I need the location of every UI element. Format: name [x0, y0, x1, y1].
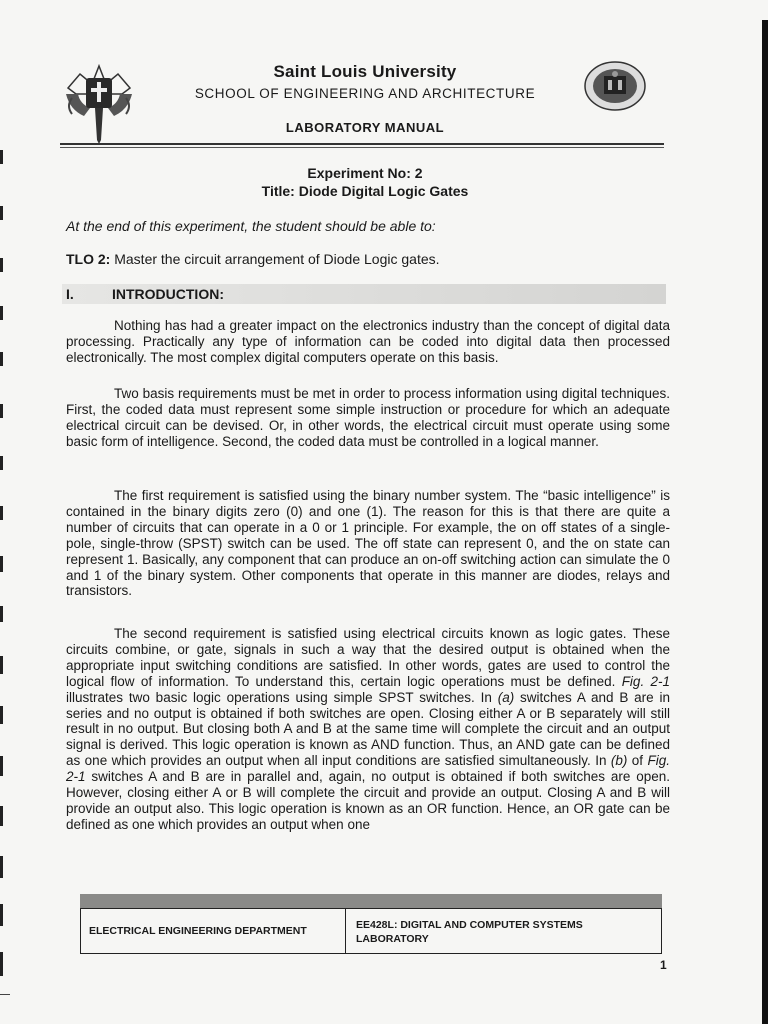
footer-table: [80, 908, 662, 954]
figure-reference: Fig. 2-1: [621, 673, 670, 689]
header-divider: [60, 143, 664, 145]
learning-outcome: [66, 251, 440, 267]
tlo-label: TLO 2:: [66, 251, 111, 267]
footer-bar: [80, 894, 662, 908]
document-type: LABORATORY MANUAL: [285, 120, 445, 135]
objectives-intro: At the end of this experiment, the student should be able to:: [66, 218, 436, 234]
footer-department: ELECTRICAL ENGINEERING DEPARTMENT: [81, 909, 346, 953]
footer-course-line2: LABORATORY: [356, 933, 429, 945]
page-number: 1: [660, 958, 667, 972]
school-name: SCHOOL OF ENGINEERING AND ARCHITECTURE: [194, 86, 536, 101]
paragraph-1: Nothing has had a greater impact on the electronics industry than the concept of digital data processing. Practically any type of information can be coded into digital data then processed electronically. The most complex digital computers operate on this basis.: [66, 318, 670, 365]
paragraph-3: The first requirement is satisfied using the binary number system. The “basic intelligence” is contained in the binary digits zero (0) and one (1). The reason for this is that there are quite a number of circuits that can operate in a 0 or 1 principle. For example, the on off states of a single-pole, single-throw (SPST) switch can be used. The off state can represent 0, and the on state can represent 1. Basically, any component that can produce an on-off switching action can simulate the 0 and 1 of the binary system. Other components that operate in this manner are diodes, relays and transistors.: [66, 488, 670, 599]
page-edge-shadow: [762, 20, 768, 1024]
header-divider-thin: [60, 147, 664, 148]
section-number: I.: [66, 286, 74, 302]
section-title: INTRODUCTION:: [112, 286, 224, 302]
paragraph-2: Two basis requirements must be met in order to process information using digital techniques. First, the coded data must represent some simple instruction or procedure for which an adequate electrical circuit can be devised. Or, in other words, the electrical circuit must operate using some basic form of intelligence. Second, the coded data must be controlled in a logical manner.: [66, 386, 670, 449]
footer-course: [346, 909, 661, 953]
figure-reference: Fig. 2-1: [66, 753, 670, 785]
experiment-title: Title: Diode Digital Logic Gates: [261, 183, 469, 199]
university-name: Saint Louis University: [273, 62, 457, 81]
figure-part-label: (b): [610, 753, 628, 769]
page-edge-mark: [0, 994, 10, 995]
school-seal-icon: [582, 60, 648, 112]
paragraph-4: The second requirement is satisfied using electrical circuits known as logic gates. These circuits combine, or gate, signals in such a way that the desired output is obtained when the appropriate input switching conditions are satisfied. In other words, gates are used to control the logical flow of information. To understand this, certain logic operations must be defined. Fig. 2-1 illustrates two basic logic operations using simple SPST switches. In (a) switches A and B are in series and no output is obtained if both switches are open. Closing either A or B separately will still result in no output. But closing both A and B at the same time will complete the circuit and an output signal is derived. This logic operation is known as AND function. Thus, an AND gate can be defined as one which provides an output when all input conditions are satisfied simultaneously. In (b) of Fig. 2-1 switches A and B are in parallel and, again, no output is obtained if both switches are open. However, closing either A or B will complete the circuit and provide an output. Closing A and B will provide an output also. This logic operation is known as an OR function. Hence, an OR gate can be defined as one which provides an output when one: [66, 626, 670, 832]
binding-holes: [0, 0, 3, 1024]
footer-course-line1: EE428L: DIGITAL AND COMPUTER SYSTEMS: [356, 919, 583, 931]
experiment-heading: [150, 164, 580, 200]
figure-part-label: (a): [497, 689, 515, 705]
experiment-number: Experiment No: 2: [307, 165, 423, 181]
university-seal-icon: [62, 54, 136, 144]
tlo-text: Master the circuit arrangement of Diode Logic gates.: [110, 251, 440, 267]
